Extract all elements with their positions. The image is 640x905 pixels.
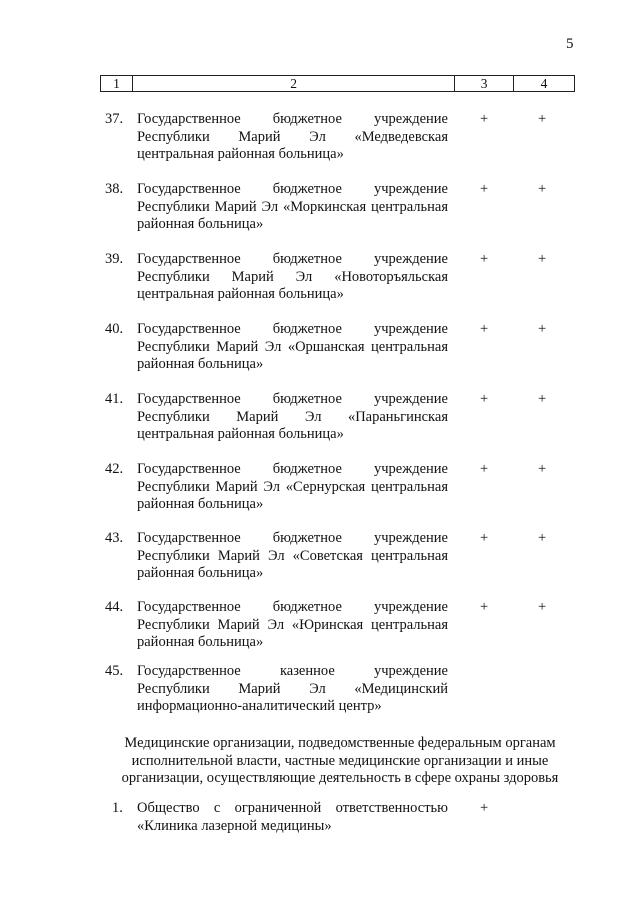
column-header-table bbox=[100, 75, 575, 92]
column-3-mark: + bbox=[480, 800, 489, 816]
organization-name: Государственное бюджетное учреждение Республики Марий Эл «Параньгинская центральная районная больница» bbox=[137, 391, 448, 442]
organization-name: Государственное бюджетное учреждение Республики Марий Эл «Советская центральная районная больница» bbox=[137, 530, 448, 581]
organization-name: Общество с ограниченной ответственностью «Клиника лазерной медицины» bbox=[137, 800, 448, 834]
row-number: 44. bbox=[105, 599, 124, 615]
organization-name: Государственное бюджетное учреждение Республики Марий Эл «Сернурская центральная районная больница» bbox=[137, 461, 448, 512]
page-number: 5 bbox=[566, 36, 574, 52]
column-header-1: 1 bbox=[101, 76, 133, 92]
organization-name: Государственное бюджетное учреждение Республики Марий Эл «Оршанская центральная районная больница» bbox=[137, 321, 448, 372]
row-number: 38. bbox=[105, 181, 124, 197]
column-4-mark: + bbox=[538, 251, 547, 267]
row-number: 45. bbox=[105, 663, 124, 679]
column-4-mark: + bbox=[538, 321, 547, 337]
column-header-row bbox=[101, 76, 575, 92]
column-3-mark: + bbox=[480, 530, 489, 546]
column-header-4: 4 bbox=[514, 76, 575, 92]
column-4-mark: + bbox=[538, 530, 547, 546]
row-number: 1. bbox=[112, 800, 123, 816]
organization-name: Государственное бюджетное учреждение Республики Марий Эл «Медведевская центральная районная больница» bbox=[137, 111, 448, 162]
organization-name: Государственное бюджетное учреждение Республики Марий Эл «Юринская центральная районная больница» bbox=[137, 599, 448, 650]
row-number: 41. bbox=[105, 391, 124, 407]
row-number: 39. bbox=[105, 251, 124, 267]
organization-name: Государственное казенное учреждение Республики Марий Эл «Медицинский информационно-аналитический центр» bbox=[137, 663, 448, 714]
column-3-mark: + bbox=[480, 321, 489, 337]
organization-name: Государственное бюджетное учреждение Республики Марий Эл «Моркинская центральная районная больница» bbox=[137, 181, 448, 232]
column-4-mark: + bbox=[538, 391, 547, 407]
column-4-mark: + bbox=[538, 181, 547, 197]
column-4-mark: + bbox=[538, 599, 547, 615]
section-heading: Медицинские организации, подведомственные федеральным органам исполнительной власти, частные медицинские организации и иные организации, осуществляющие деятельность в сфере охраны здоровья bbox=[121, 735, 559, 786]
row-number: 40. bbox=[105, 321, 124, 337]
organization-name: Государственное бюджетное учреждение Республики Марий Эл «Новоторъяльская центральная районная больница» bbox=[137, 251, 448, 302]
row-number: 37. bbox=[105, 111, 124, 127]
column-header-2: 2 bbox=[132, 76, 454, 92]
column-3-mark: + bbox=[480, 181, 489, 197]
column-4-mark: + bbox=[538, 111, 547, 127]
column-3-mark: + bbox=[480, 391, 489, 407]
column-header-3: 3 bbox=[455, 76, 514, 92]
row-number: 42. bbox=[105, 461, 124, 477]
column-4-mark: + bbox=[538, 461, 547, 477]
column-3-mark: + bbox=[480, 461, 489, 477]
column-3-mark: + bbox=[480, 251, 489, 267]
column-3-mark: + bbox=[480, 599, 489, 615]
row-number: 43. bbox=[105, 530, 124, 546]
column-3-mark: + bbox=[480, 111, 489, 127]
